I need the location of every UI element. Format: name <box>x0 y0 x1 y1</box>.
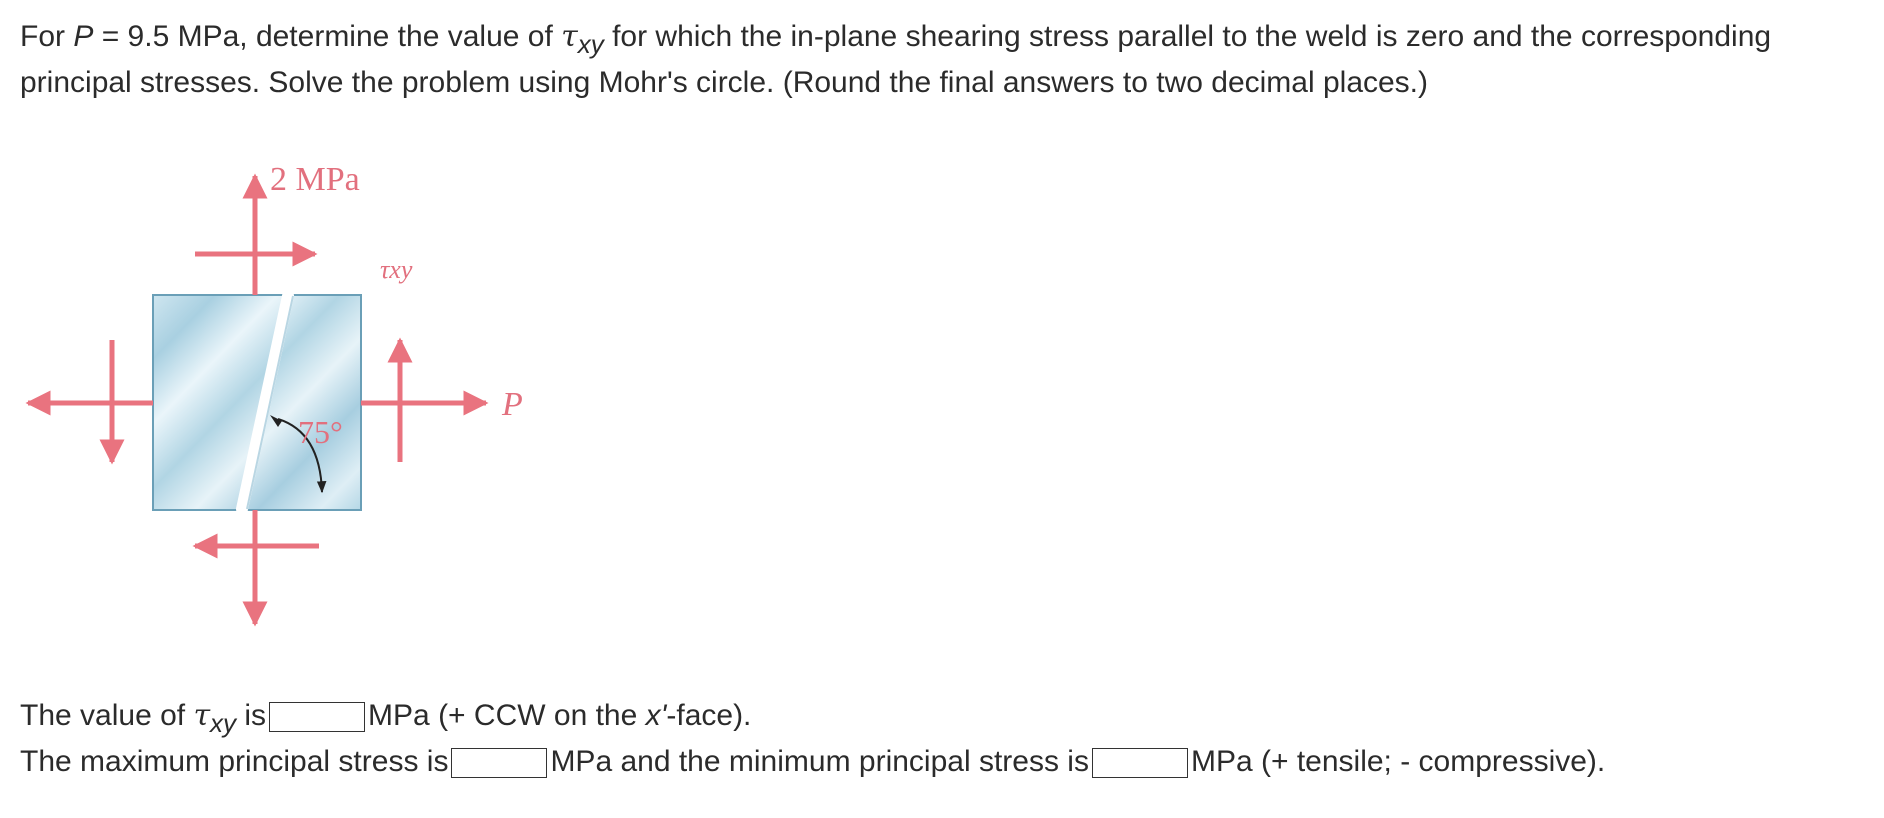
problem-text-2: = 9.5 MPa, determine the value of <box>93 20 562 53</box>
p-symbol: P <box>73 20 94 53</box>
answer-section <box>20 693 1870 784</box>
tau-symbol: τ <box>561 19 578 54</box>
stress-label: 2 MPa <box>270 161 360 198</box>
answer-tau-subscript: xy <box>210 708 237 738</box>
answer-tau-face-end: -face). <box>666 699 752 732</box>
answer-line-principal <box>20 739 1870 784</box>
angle-label: 75° <box>298 414 343 450</box>
tau-xy-input[interactable] <box>269 702 365 732</box>
answer-tau-symbol: τ <box>193 698 211 733</box>
problem-statement <box>20 14 1870 105</box>
face-symbol: x' <box>645 699 667 732</box>
answer-principal-post: MPa (+ tensile; - compressive). <box>1190 745 1606 778</box>
answer-min-mid: MPa and the minimum principal stress is <box>550 745 1089 778</box>
tau-subscript: xy <box>577 29 604 59</box>
answer-max-pre: The maximum principal stress is <box>20 745 449 778</box>
answer-line-tau <box>20 693 1870 739</box>
answer-tau-is: is <box>236 699 267 732</box>
max-principal-input[interactable] <box>451 748 547 778</box>
stress-element-figure <box>20 150 540 640</box>
min-principal-input[interactable] <box>1092 748 1188 778</box>
shear-label: τxy <box>380 255 413 284</box>
answer-tau-pre: The value of <box>20 699 194 732</box>
problem-text-3: for which the in-plane shearing stress parallel to the weld is zero and the corresponding principal stresses. Solve the problem using Mohr's circle. (Round the final answers to two decimal places.) <box>20 20 1772 99</box>
plate <box>153 295 361 510</box>
answer-tau-post: MPa (+ CCW on the <box>368 699 646 732</box>
problem-text-1: For <box>20 20 74 53</box>
load-label: P <box>502 386 523 423</box>
